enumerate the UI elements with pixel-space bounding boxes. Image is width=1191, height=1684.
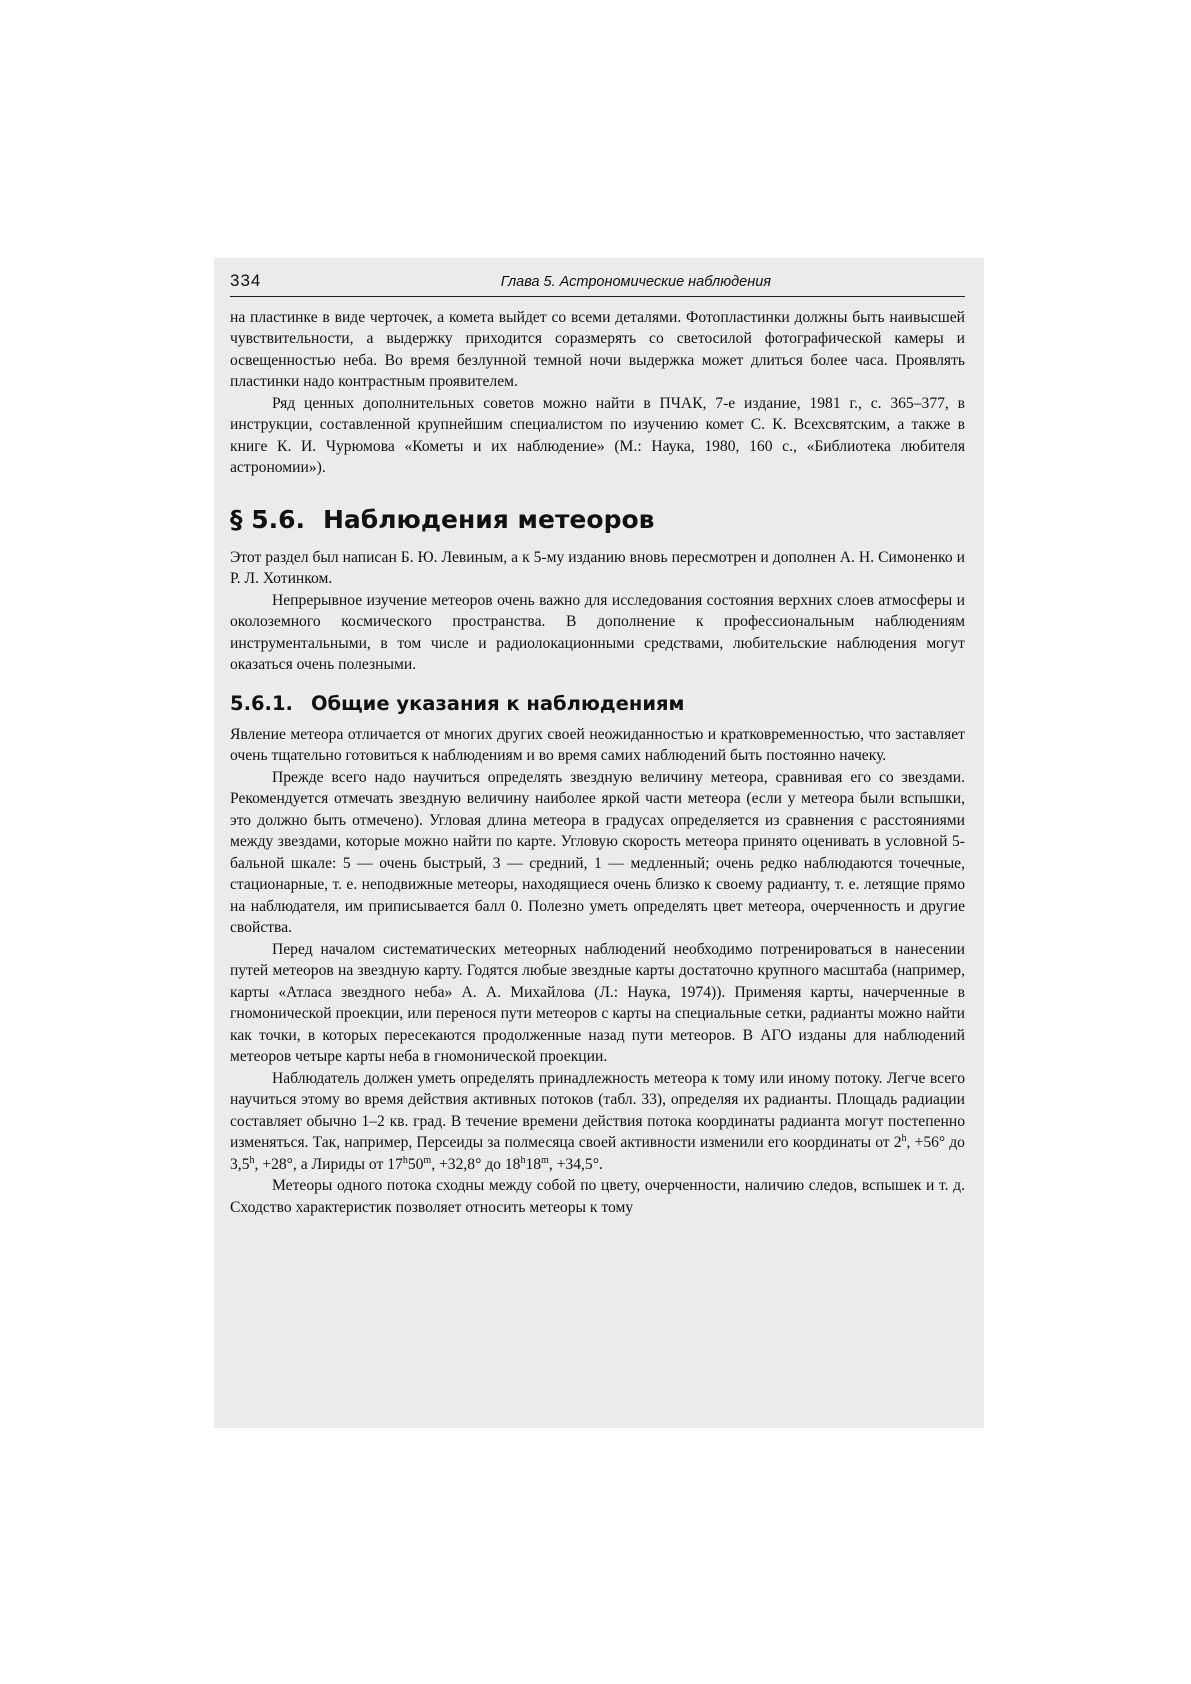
p8-text: Наблюдатель должен уметь определять принадлежность метеора к тому или иному потоку. Легче всего научиться этому во время действия активных потоков (табл. 33), определяя их радианты. Площадь радиации составляет обычно 1–2 кв. град. В течение времени действия потока координаты радианта могут постепенно изменяться. Так, например, Персеиды за полмесяца своей активности изменили его координаты от 2 [230, 1069, 965, 1151]
page-number: 334 [230, 271, 262, 290]
p8-mid-2: , +28°, а Лириды от 17 [254, 1155, 403, 1173]
section-heading [230, 505, 965, 535]
running-header [230, 270, 965, 297]
paragraph-9: Метеоры одного потока сходны между собой по цвету, очерченности, наличию следов, вспышек и т. д. Сходство характеристик позволяет относить метеоры к тому [230, 1177, 965, 1216]
p8-mid-5: 18 [525, 1155, 542, 1173]
p8-end: , +34,5°. [548, 1155, 603, 1173]
subsection-number: 5.6.1. [230, 691, 293, 715]
book-page [230, 270, 965, 1218]
hour-mark: h [520, 1154, 526, 1166]
paragraph-6: Прежде всего надо научиться определять звездную величину метеора, сравнивая его со звездами. Рекомендуется отмечать звездную величину наиболее яркой части метеора (если у метеора были вспышки, это должно быть отмечено). Угловая длина метеора в градусах определяется из сравнения с расстояниями между звездами, которые можно найти по карте. Угловую скорость метеора принято оценивать в условной 5-бальной шкале: 5 — очень быстрый, 3 — средний, 1 — медленный; очень редко наблюдаются точечные, стационарные, т. е. неподвижные метеоры, находящиеся очень близко к своему радианту, т. е. летящие прямо на наблюдателя, им приписывается балл 0. Полезно уметь определять цвет метеора, очерченность и другие свойства. [230, 768, 965, 936]
paragraph-1: на пластинке в виде черточек, а комета выйдет со всеми деталями. Фотопластинки должны быть наивысшей чувствительности, а выдержку приходится соразмерять со светосилой фотографической камеры и освещенностью неба. Во время безлунной темной ночи выдержка может длиться более часа. Проявлять пластинки надо контрастным проявителем. [230, 308, 965, 390]
p8-mid-3: 50 [407, 1155, 424, 1173]
subsection-title: Общие указания к наблюдениям [310, 691, 685, 715]
paragraph-4: Непрерывное изучение метеоров очень важно для исследования состояния верхних слоев атмосферы и околоземного космического пространства. В дополнение к профессиональным наблюдениям инструментальными, в том числе и радиолокационными средствами, любительские наблюдения могут оказаться очень полезными. [230, 591, 965, 673]
hour-mark: h [402, 1154, 408, 1166]
p8-mid-1: , +56° до 3,5 [230, 1134, 965, 1173]
paragraph-2: Ряд ценных дополнительных советов можно найти в ПЧАК, 7-е издание, 1981 г., с. 365–377, в инструкции, составленной крупнейшим специалистом по изучению комет С. К. Всехсвятским, а также в книге К. И. Чурюмова «Кометы и их наблюдение» (М.: Наука, 1980, 160 с., «Библиотека любителя астрономии»). [230, 394, 965, 476]
chapter-title: Глава 5. Астрономические наблюдения [500, 274, 771, 290]
paragraph-5: Явление метеора отличается от многих других своей неожиданностью и кратковременностью, что заставляет очень тщательно готовиться к наблюдениям и во время самих наблюдений быть постоянно начеку. [230, 725, 965, 764]
paragraph-7: Перед началом систематических метеорных наблюдений необходимо потренироваться в нанесении путей метеоров на звездную карту. Годятся любые звездные карты достаточно крупного масштаба (например, карты «Атласа звездного неба» А. А. Михайлова (Л.: Наука, 1974)). Применяя карты, начерченные в гномонической проекции, или перенося пути метеоров с карты на специальные сетки, радианты можно найти как точки, в которых пересекаются продолженные назад пути метеоров. В АГО изданы для наблюдений метеоров четыре карты неба в гномонической проекции. [230, 940, 965, 1065]
section-title: Наблюдения метеоров [323, 504, 655, 534]
section-number: § 5.6. [230, 504, 305, 534]
minute-mark: m [541, 1154, 549, 1166]
hour-mark: h [249, 1154, 255, 1166]
subsection-heading [230, 692, 965, 716]
p8-mid-4: , +32,8° до 18 [431, 1155, 521, 1173]
hour-mark: h [901, 1132, 907, 1144]
minute-mark: m [423, 1154, 432, 1166]
paragraph-3: Этот раздел был написан Б. Ю. Левиным, а к 5-му изданию вновь пересмотрен и дополнен А. Н. Симоненко и Р. Л. Хотинком. [230, 548, 965, 587]
paragraph-8 [230, 1068, 965, 1176]
